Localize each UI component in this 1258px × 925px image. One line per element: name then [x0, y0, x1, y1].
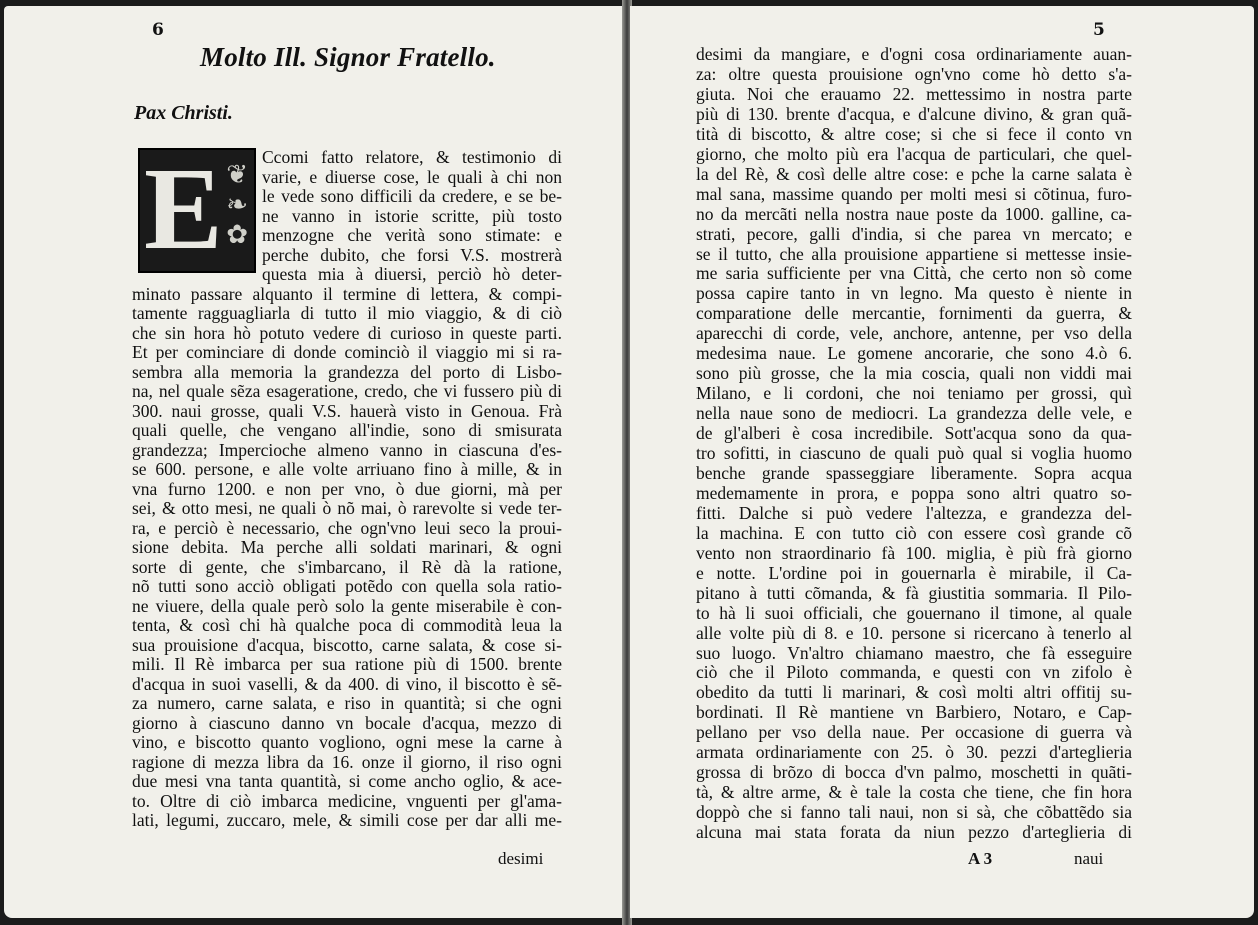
text-line: sua prouisione d'acqua, biscotto, carne salata, & cose si- [132, 634, 562, 655]
text-line: Et per cominciare di donde cominciò il viaggio mi si ra- [132, 342, 562, 362]
text-line: giorno, che molto più era l'acqua de particulari, che quel- [696, 143, 1132, 164]
text-line: le vede sono difficili da credere, e se be- [262, 186, 562, 206]
text-line: menzogne che verità sono stimate: e [262, 225, 562, 245]
text-line: mal sana, massime quando per molti mesi si cõtinua, furo- [696, 183, 1132, 204]
text-line: tro sofitti, in ciascuno de quali può qual si voglia huomo [696, 443, 1132, 463]
text-line: Ccomi fatto relatore, & testimonio di [262, 147, 562, 167]
text-line: vino, e biscotto quanto vogliono, ogni mese la carne à [132, 732, 562, 752]
text-line: sione debita. Ma perche alli soldati marinari, & ogni [132, 537, 562, 557]
text-line: giuta. Noi che erauamo 22. mettessimo in nostra parte [696, 83, 1132, 104]
text-line: aparecchi di corde, vele, anchore, antenne, per vso della [696, 323, 1132, 344]
text-line: comparatione delle mercantie, fornimenti da guerra, & [696, 303, 1132, 324]
text-line: strati, pecore, galli d'india, si che parea vn mercato; e [696, 223, 1132, 244]
text-line: tità di biscotto, & altre cose; si che si fece il conto vn [696, 123, 1132, 144]
text-line: perche dubito, che forsi V.S. mostrerà [262, 244, 562, 265]
text-line: vento non straordinario fà 100. miglia, è più frà giorno [696, 542, 1132, 563]
text-line: no da mercãti nella nostra naue poste da 1000. galline, ca- [696, 203, 1132, 224]
text-line: grandezza; Impercioche almeno vanno in ciascuna d'es- [132, 439, 562, 460]
text-line: Milano, e li cordoni, che noi teniamo per grossi, quì [696, 383, 1132, 404]
text-line: sorte di gente, che s'imbarcano, il Rè dà la ratione, [132, 556, 562, 577]
text-line: fitti. Dalche si può vedere l'altezza, e grandezza del- [696, 502, 1132, 523]
text-line: mili. Il Rè imbarca per sua ratione più di 1500. brente [132, 654, 562, 674]
text-line: ne vanno in istorie scritte, più tosto [262, 205, 562, 226]
text-line: lati, legumi, zuccaro, mele, & simili cose per dar alli me- [132, 810, 562, 830]
right-page [630, 6, 1254, 918]
text-line: nõ tutti sono acciò obligati potẽdo con quella sola ratio- [132, 576, 562, 596]
text-line: doppò che si fanno tali naui, non si sà, che cõbattẽdo sia [696, 802, 1132, 823]
text-line: tà, & altre arme, & è tale la costa che tiene, che fin hora [696, 782, 1132, 803]
catchword: desimi [498, 849, 544, 868]
text-line: alcuna mai stata forata da niun pezzo d'arteglieria di [696, 822, 1132, 843]
text-line: desimi da mangiare, e d'ogni cosa ordinariamente auan- [696, 44, 1132, 64]
text-line: più di 130. brente d'acqua, e d'alcune divino, & gran quã- [696, 103, 1132, 124]
salutation: Pax Christi. [134, 102, 233, 124]
running-head: Molto Ill. Signor Fratello. [200, 42, 496, 72]
text-line: na, nel quale sẽza esageratione, credo, che vi fussero più di [132, 381, 562, 401]
text-line: de gl'alberi è cosa incredibile. Sott'acqua sono da qua- [696, 423, 1132, 444]
text-line: ciò che il Piloto commanda, e questi con vn zifolo è [696, 662, 1132, 683]
text-line: che sin hora hò potuto vedere di curioso in queste parti. [132, 322, 562, 343]
text-line: sono più grosse, che la mia coscia, quali non viddi mai [696, 363, 1132, 384]
page-number: 6 [152, 20, 164, 40]
text-line: 300. naui grosse, quali V.S. hauerà visto in Genoua. Frà [132, 400, 562, 421]
text-line: pitano à tutti cõmanda, & fà giustitia sommaria. Il Pilo- [696, 582, 1132, 603]
drop-cap-initial [138, 143, 256, 274]
text-line: tamente ragguagliarla di tutto il mio viaggio, & di ciò [132, 303, 562, 323]
signature-mark: A 3 [968, 849, 993, 868]
text-line: to hà li suoi officiali, che gouernano il timone, al quale [696, 602, 1132, 623]
text-line: grossa di brõzo di bocca d'vn palmo, moschetti in quãti- [696, 762, 1132, 783]
text-line: nella naue sono de mediocri. La grandezza delle vele, e [696, 403, 1132, 424]
text-line: obedito da tutti li marinari, & così molti altri offitij su- [696, 682, 1132, 703]
text-line: giorno à ciascuno danno vn bocale d'acqua, mezzo di [132, 712, 562, 733]
text-line: quali quelle, che vengano all'indie, sono di smisurata [132, 420, 562, 440]
text-line: minato passare alquanto il termine di lettera, & compi- [132, 283, 562, 304]
text-line: to. Oltre di ciò imbarca medicine, vnguenti per gl'ama- [132, 790, 562, 811]
text-line: za numero, carne salata, e riso in quantità; si che ogni [132, 693, 562, 713]
drop-cap-letter: E [144, 143, 223, 274]
text-line: ragione di mezza libra da 16. onze il giorno, il riso ogni [132, 751, 562, 772]
text-line: sei, & otto mesi, ne quali ò nõ mai, ò rarevolte si vede ter- [132, 498, 562, 518]
text-line: varie, e diuerse cose, le quali à chi non [262, 166, 562, 187]
text-line: za: oltre questa prouisione ogn'vno come hò detto s'a- [696, 63, 1132, 84]
text-line: questa mia à diuersi, perciò hò deter- [262, 264, 562, 284]
text-line: vna furno 1200. e non per vno, ò due giorni, mà per [132, 478, 562, 499]
page-number: 5 [1093, 20, 1105, 40]
text-line: medesima naue. Le gomene ancorarie, che sono 4.ò 6. [696, 343, 1132, 364]
text-line: possa capire tanto in vn legno. Ma questo è niente in [696, 283, 1132, 304]
text-line: la machina. E con tutto ciò con essere così grande cõ [696, 522, 1132, 543]
catchword: naui [1074, 849, 1104, 868]
text-line: benche grande spasseggiare liberamente. Sopra acqua [696, 462, 1132, 483]
text-line: pellano per vso della naue. Per occasione di guerra và [696, 722, 1132, 743]
text-line: ra, e perciò è necessario, che ogn'vno leui seco la proui- [132, 517, 562, 538]
text-line: e notte. L'ordine poi in gouernarla è mirabile, il Ca- [696, 562, 1132, 583]
text-line: se 600. persone, e alle volte arriuano fino à mille, & in [132, 459, 562, 479]
text-line: tenta, & così chi hà qualche poca di commodità leua la [132, 615, 562, 635]
text-line: suo luogo. Vn'altro chiamano maestro, che fà esseguire [696, 642, 1132, 663]
text-line: medemamente in prora, e poppa sono altri quatro so- [696, 482, 1132, 503]
floral-ornament-icon: ❦ ❧ ✿ [226, 160, 248, 250]
text-line: ne viuere, della quale però solo la gente miserabile è con- [132, 595, 562, 616]
text-line: se il tutto, che alla prouisione appartiene si mettesse insie- [696, 243, 1132, 264]
text-line: la del Rè, & così delle altre cose: e pche la carne salata è [696, 163, 1132, 184]
text-line: sembra alla memoria la grandezza del porto di Lisbo- [132, 361, 562, 382]
text-line: bordinati. Il Rè mantiene vn Barbiero, Notaro, e Cap- [696, 702, 1132, 723]
left-page [4, 6, 626, 918]
text-line: d'acqua in suoi vaselli, & da 400. di vino, il biscotto è sẽ- [132, 673, 562, 694]
text-line: me saria sufficiente per vna Città, che certo non sò come [696, 263, 1132, 284]
text-line: alle volte più di 8. e 10. persone si ricercano à tenerlo al [696, 622, 1132, 643]
text-line: due mesi vna tanta quantità, si come ancho oglio, & ace- [132, 771, 562, 791]
text-line: armata ordinariamente con 25. ò 30. pezzi d'arteglieria [696, 742, 1132, 763]
